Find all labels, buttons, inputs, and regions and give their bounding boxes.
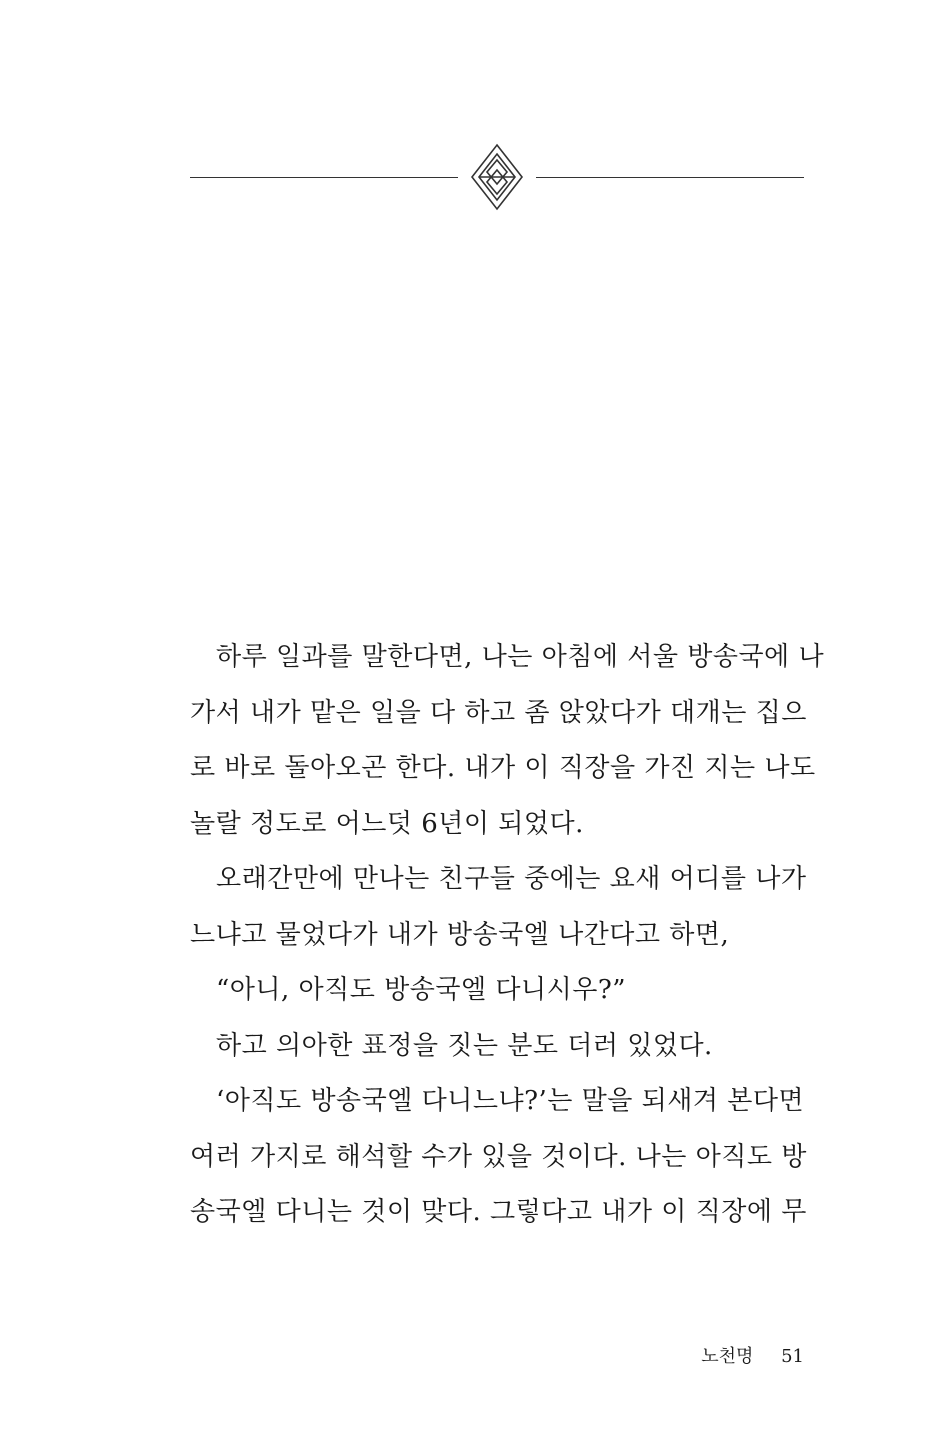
ornament-rule-right xyxy=(536,177,804,178)
body-line: 오래간만에 만나는 친구들 중에는 요새 어디를 나가 xyxy=(216,864,807,894)
body-line: 여러 가지로 해석할 수가 있을 것이다. 나는 아직도 방 xyxy=(190,1141,807,1172)
body-text xyxy=(190,630,825,1241)
body-line: 가서 내가 맡은 일을 다 하고 좀 앉았다가 대개는 집으 xyxy=(190,697,807,728)
body-line: 로 바로 돌아오곤 한다. 내가 이 직장을 가진 지는 나도 xyxy=(190,753,816,783)
body-line: 느냐고 물었다가 내가 방송국엘 나간다고 하면, xyxy=(190,919,730,950)
body-line: 하루 일과를 말한다면, 나는 아침에 서울 방송국에 나 xyxy=(216,642,825,672)
body-line: 하고 의아한 표정을 짓는 분도 더러 있었다. xyxy=(216,1030,713,1061)
body-line: ‘아직도 방송국엘 다니느냐?’는 말을 되새겨 본다면 xyxy=(216,1086,805,1116)
body-line: 송국엘 다니는 것이 맞다. 그렇다고 내가 이 직장에 무 xyxy=(190,1197,807,1227)
ornament-rule-left xyxy=(190,177,458,178)
page-number: 51 xyxy=(781,1346,804,1367)
endless-knot-icon xyxy=(469,142,525,212)
body-line: “아니, 아직도 방송국엘 다니시우?” xyxy=(216,975,627,1005)
chapter-ornament xyxy=(190,142,804,212)
body-line: 놀랄 정도로 어느덧 6년이 되었다. xyxy=(190,808,584,839)
running-title: 노천명 xyxy=(701,1346,754,1367)
page-footer xyxy=(701,1345,804,1369)
